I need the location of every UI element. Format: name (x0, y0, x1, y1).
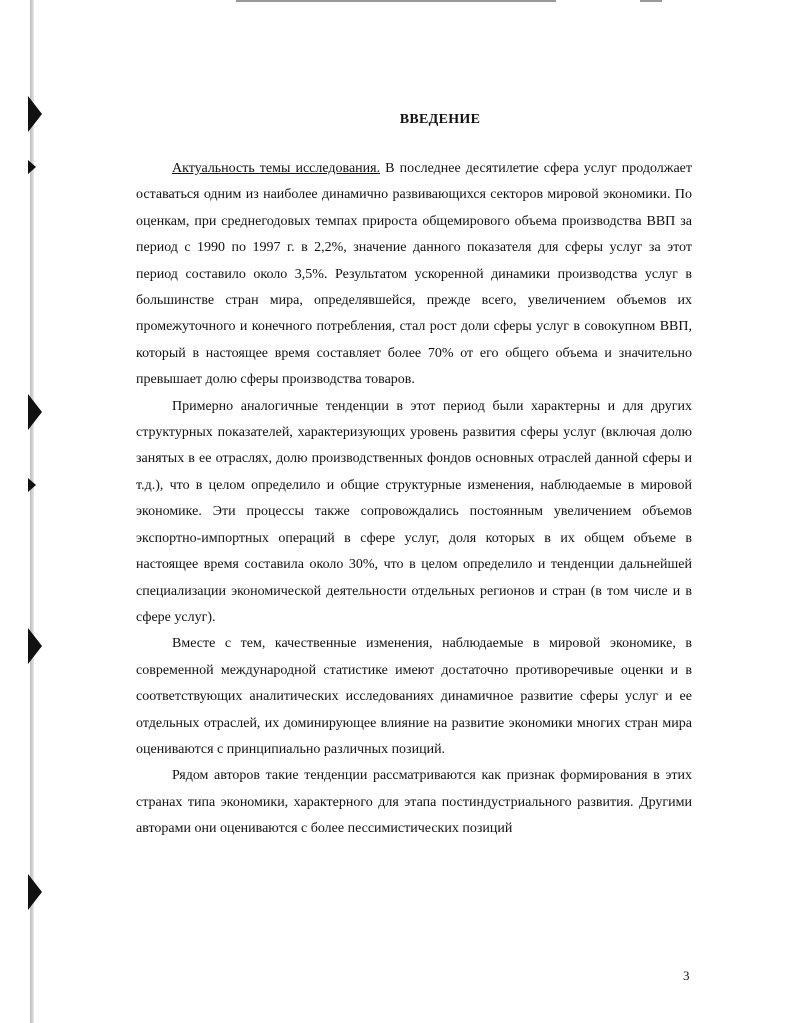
scan-punch-mark (28, 874, 42, 910)
scan-punch-mark (28, 478, 36, 492)
section-heading: ВВЕДЕНИЕ (399, 112, 481, 127)
paragraph-4: Рядом авторов такие тенденции рассматриваются как признак формирования в этих странах типа экономики, характерного для этапа постиндустриального развития. Другими авторами они оцениваются с более пессимистических позиций (136, 768, 692, 837)
paragraph-2: Примерно аналогичные тенденции в этот период были характерны и для других структурных показателей, характеризующих уровень развития сферы услуг (включая долю занятых в ее отраслях, долю производственных фондов основных отраслей данной сферы и т.д.), что в целом определило и общие структурные изменения, наблюдаемые в мировой экономике. Эти процессы также сопровождались постоянным увеличением объемов экспортно-импортных операций в сфере услуг, доля которых в их общем объеме в настоящее время составила около 30%, что в целом определило и тенденции дальнейшей специализации экономической деятельности отдельных регионов и стран (в том числе и в сфере услуг). (136, 398, 692, 625)
paragraph-lead: Актуальность темы исследования. (172, 161, 381, 176)
page-number: 3 (683, 968, 690, 983)
scan-punch-mark (28, 160, 36, 174)
scan-punch-mark (28, 394, 42, 430)
scan-binding-edge (30, 0, 34, 1023)
scan-punch-mark (28, 96, 42, 132)
paragraph-1 (136, 156, 692, 394)
scan-punch-mark (28, 628, 42, 664)
scan-top-artifact (236, 0, 556, 2)
body-text (136, 156, 692, 843)
paragraph-text: В последнее десятилетие сфера услуг продолжает оставаться одним из наиболее динамично развивающихся секторов мировой экономики. По оценкам, при среднегодовых темпах прироста общемирового объема производства ВВП за период с 1990 по 1997 г. в 2,2%, значение данного показателя для сферы услуг за этот период составило около 3,5%. Результатом ускоренной динамики производства услуг в большинстве стран мира, определявшейся, прежде всего, увеличением объемов их промежуточного и конечного потребления, стал рост доли сферы услуг в совокупном ВВП, который в настоящее время составляет более 70% от его общего объема и значительно превышает долю сферы производства товаров. (136, 161, 693, 388)
scan-top-artifact (640, 0, 662, 2)
paragraph-3: Вместе с тем, качественные изменения, наблюдаемые в мировой экономике, в современной международной статистике имеют достаточно противоречивые оценки и в соответствующих аналитических исследованиях динамичное развитие сферы услуг и ее отдельных отраслей, их доминирующее влияние на развитие экономики многих стран мира оцениваются с принципиально различных позиций. (136, 636, 692, 757)
